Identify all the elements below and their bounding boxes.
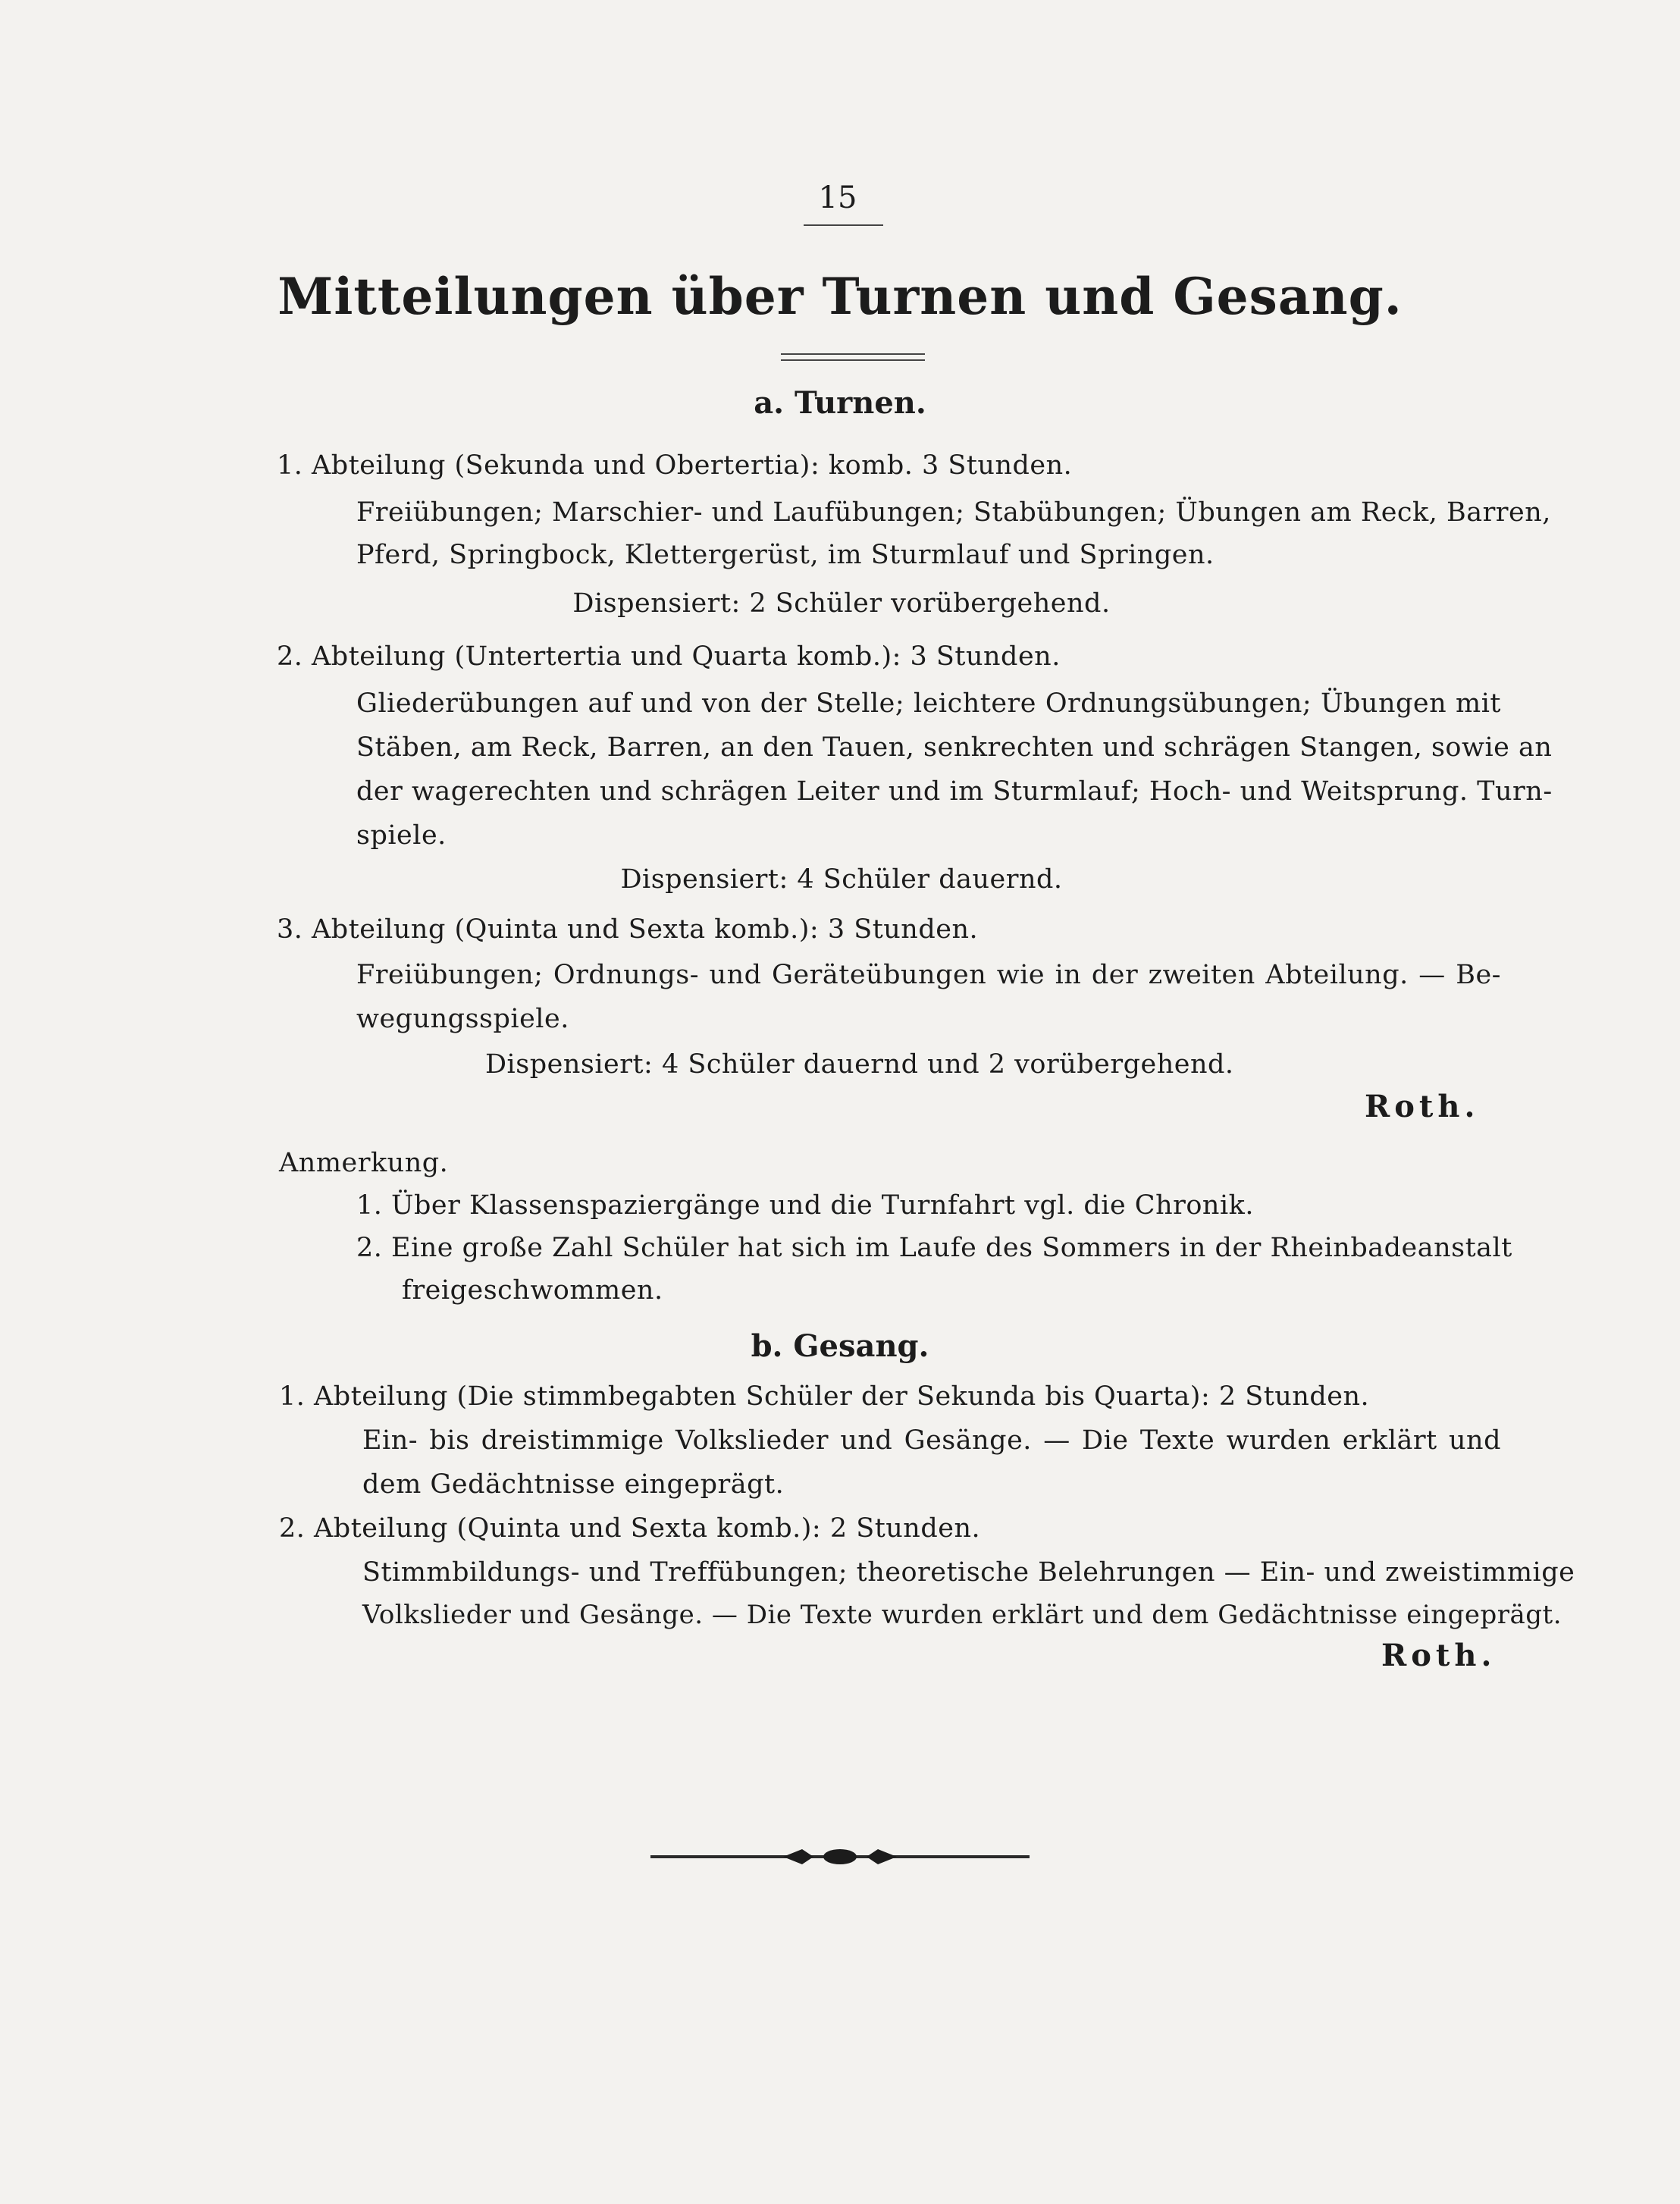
turnen-div1-heading: 1. Abteilung (Sekunda und Obertertia): komb. 3 Stunden. bbox=[277, 450, 1073, 481]
anmerkung-label: Anmerkung. bbox=[279, 1148, 449, 1178]
turnen-div2-line2: Stäben, am Reck, Barren, an den Tauen, senkrechten und schrägen Stangen, sowie an bbox=[356, 732, 1553, 763]
anmerkung-note-2-line1: 2. Eine große Zahl Schüler hat sich im Laufe des Sommers in der Rheinbadeanstalt bbox=[356, 1233, 1512, 1263]
turnen-div3-line1: Freiübungen; Ordnungs- und Geräteübungen wie in der zweiten Abteilung. — Be- bbox=[356, 960, 1501, 990]
turnen-div3-line2: wegungsspiele. bbox=[356, 1004, 569, 1034]
section-heading-turnen: a. Turnen. bbox=[754, 385, 926, 421]
anmerkung-note-1: 1. Über Klassenspaziergänge und die Turnfahrt vgl. die Chronik. bbox=[356, 1190, 1254, 1221]
turnen-signature: Roth. bbox=[1365, 1089, 1480, 1124]
gesang-signature: Roth. bbox=[1381, 1638, 1497, 1673]
turnen-div2-line3: der wagerechten und schrägen Leiter und im Sturmlauf; Hoch- und Weitsprung. Turn- bbox=[356, 776, 1553, 807]
turnen-div2-line1: Gliederübungen auf und von der Stelle; leichtere Ordnungsübungen; Übungen mit bbox=[356, 688, 1501, 719]
gesang-div2-line2: Volkslieder und Gesänge. — Die Texte wurden erklärt und dem Gedächtnisse eingeprägt. bbox=[362, 1600, 1562, 1630]
gesang-div2-line1: Stimmbildungs- und Treffübungen; theoretische Belehrungen — Ein- und zweistimmige bbox=[362, 1557, 1575, 1588]
turnen-div1-line1: Freiübungen; Marschier- und Laufübungen; Stabübungen; Übungen am Reck, Barren, bbox=[356, 497, 1551, 528]
title-divider-top bbox=[781, 353, 925, 355]
section-heading-gesang: b. Gesang. bbox=[751, 1328, 929, 1364]
gesang-div1-line1: Ein- bis dreistimmige Volkslieder und Gesänge. — Die Texte wurden erklärt und bbox=[362, 1425, 1501, 1456]
anmerkung-note-2-line2: freigeschwommen. bbox=[402, 1275, 663, 1306]
title-divider-bottom bbox=[781, 359, 925, 361]
gesang-div2-heading: 2. Abteilung (Quinta und Sexta komb.): 2 Stunden. bbox=[279, 1513, 981, 1544]
turnen-div3-dispensiert: Dispensiert: 4 Schüler dauernd und 2 vorübergehend. bbox=[485, 1049, 1234, 1080]
end-ornament bbox=[650, 1845, 1030, 1868]
turnen-div2-line4: spiele. bbox=[356, 820, 447, 851]
turnen-div2-heading: 2. Abteilung (Untertertia und Quarta komb.): 3 Stunden. bbox=[277, 641, 1061, 672]
turnen-div2-dispensiert: Dispensiert: 4 Schüler dauernd. bbox=[620, 864, 1063, 895]
turnen-div1-dispensiert: Dispensiert: 2 Schüler vorübergehend. bbox=[572, 588, 1111, 619]
turnen-div3-heading: 3. Abteilung (Quinta und Sexta komb.): 3 Stunden. bbox=[277, 914, 979, 945]
gesang-div1-heading: 1. Abteilung (Die stimmbegabten Schüler der Sekunda bis Quarta): 2 Stunden. bbox=[279, 1381, 1370, 1412]
turnen-div1-line2: Pferd, Springbock, Klettergerüst, im Sturmlauf und Springen. bbox=[356, 540, 1215, 570]
page-number-rule bbox=[804, 224, 883, 226]
page-title: Mitteilungen über Turnen und Gesang. bbox=[277, 267, 1403, 326]
gesang-div1-line2: dem Gedächtnisse eingeprägt. bbox=[362, 1469, 785, 1500]
page-number: 15 bbox=[818, 180, 857, 215]
